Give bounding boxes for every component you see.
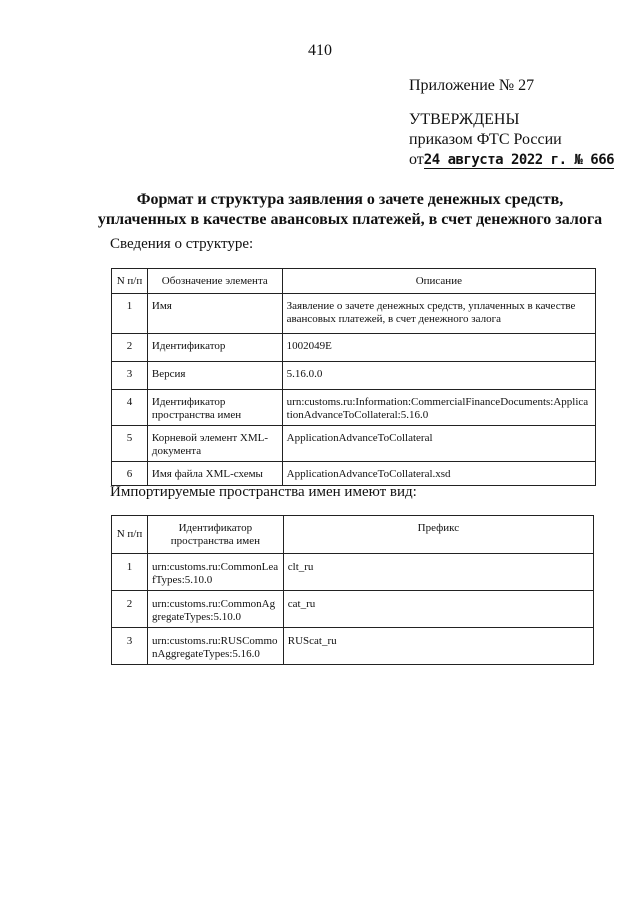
row-number: 2 (112, 591, 148, 628)
row-description: ApplicationAdvanceToCollateral.xsd (282, 462, 595, 486)
row-namespace-id: urn:customs.ru:CommonLeafTypes:5.10.0 (147, 554, 283, 591)
namespaces-label: Импортируемые пространства имен имеют вид: (110, 484, 417, 500)
table-row (112, 334, 596, 362)
namespaces-table (111, 515, 594, 665)
row-number: 3 (112, 628, 148, 665)
row-element-name: Идентификатор пространства имен (147, 390, 282, 426)
row-description: 1002049E (282, 334, 595, 362)
structure-table (111, 268, 596, 486)
row-prefix: cat_ru (283, 591, 593, 628)
table-header-row (112, 269, 596, 294)
table-header-row (112, 516, 594, 554)
approval-heading: УТВЕРЖДЕНЫ (409, 111, 520, 128)
approval-date-prefix: от (409, 151, 424, 168)
row-number: 4 (112, 390, 148, 426)
header-number: N п/п (112, 516, 148, 554)
table-row (112, 554, 594, 591)
row-element-name: Корневой элемент XML-документа (147, 426, 282, 462)
row-description: urn:customs.ru:Information:CommercialFinanceDocuments:ApplicationAdvanceToCollateral:5.16.0 (282, 390, 595, 426)
header-namespace-id: Идентификатор пространства имен (147, 516, 283, 554)
approval-issuer: приказом ФТС России (409, 131, 562, 148)
row-description: Заявление о зачете денежных средств, уплаченных в качестве авансовых платежей, в счет денежного залога (282, 294, 595, 334)
table-row (112, 462, 596, 486)
title-line-1: Формат и структура заявления о зачете денежных средств, (136, 191, 564, 208)
row-description: ApplicationAdvanceToCollateral (282, 426, 595, 462)
row-prefix: clt_ru (283, 554, 593, 591)
table-row (112, 628, 594, 665)
row-namespace-id: urn:customs.ru:CommonAggregateTypes:5.10.0 (147, 591, 283, 628)
row-number: 3 (112, 362, 148, 390)
row-number: 5 (112, 426, 148, 462)
row-element-name: Имя файла XML-схемы (147, 462, 282, 486)
row-number: 1 (112, 554, 148, 591)
approval-block (409, 110, 614, 170)
annex-label: Приложение № 27 (409, 77, 535, 94)
table-row (112, 294, 596, 334)
row-prefix: RUScat_ru (283, 628, 593, 665)
header-description: Описание (282, 269, 595, 294)
structure-label: Сведения о структуре: (110, 236, 254, 252)
approval-date (409, 150, 614, 170)
row-element-name: Идентификатор (147, 334, 282, 362)
table-row (112, 591, 594, 628)
row-number: 2 (112, 334, 148, 362)
title-line-2: уплаченных в качестве авансовых платежей, в счет денежного залога (97, 211, 603, 228)
row-namespace-id: urn:customs.ru:RUSCommonAggregateTypes:5.16.0 (147, 628, 283, 665)
table-row (112, 390, 596, 426)
approval-date-number: 24 августа 2022 г. № 666 (423, 152, 615, 168)
table-row (112, 362, 596, 390)
header-number: N п/п (112, 269, 148, 294)
header-prefix: Префикс (283, 516, 593, 554)
row-element-name: Имя (147, 294, 282, 334)
row-number: 6 (112, 462, 148, 486)
page-number: 410 (308, 42, 332, 59)
header-element-name: Обозначение элемента (147, 269, 282, 294)
row-element-name: Версия (147, 362, 282, 390)
table-row (112, 426, 596, 462)
document-title (0, 190, 640, 230)
row-description: 5.16.0.0 (282, 362, 595, 390)
row-number: 1 (112, 294, 148, 334)
